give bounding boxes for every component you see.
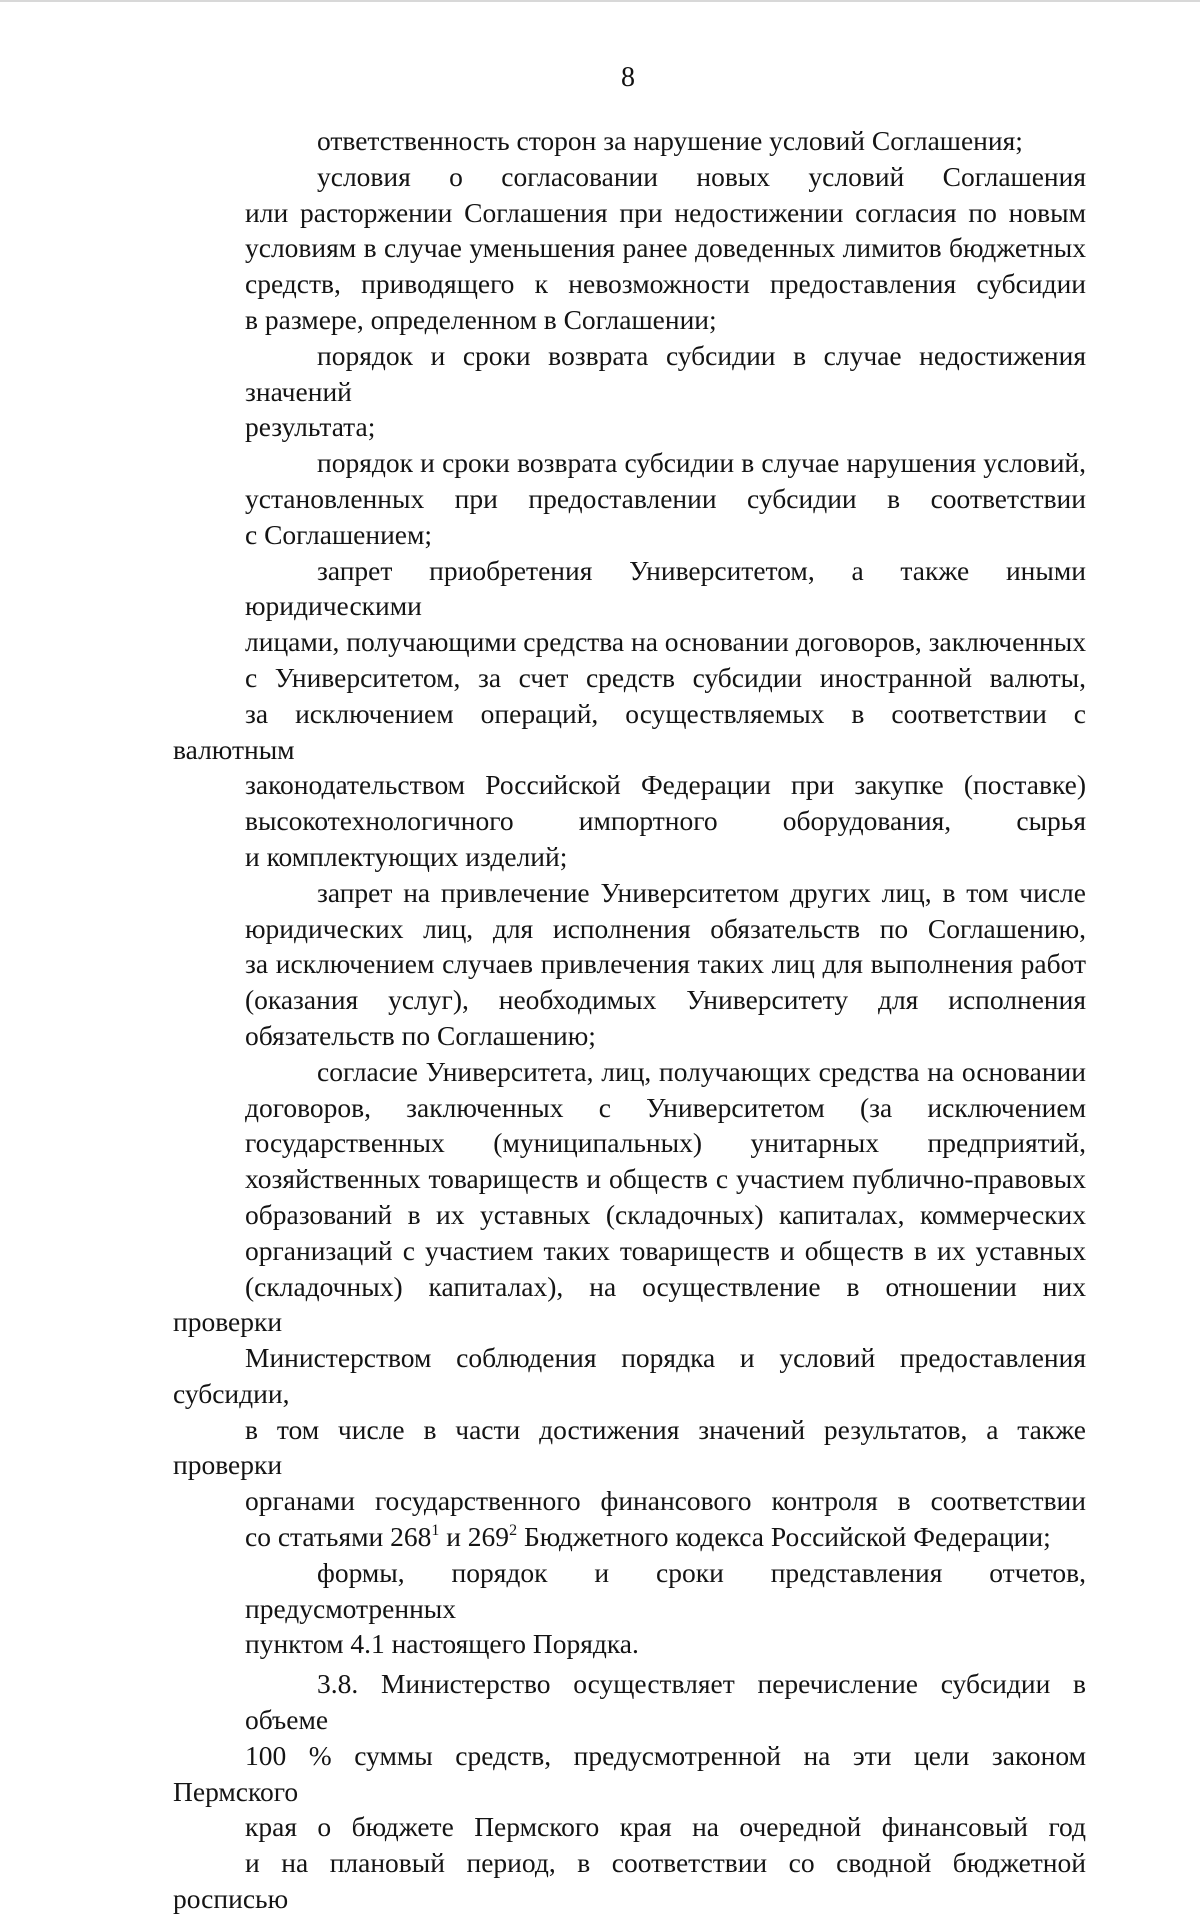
text-line: в том числе в части достижения значений результатов, а также проверки bbox=[173, 1413, 1086, 1481]
text-line: запрет приобретения Университетом, а также иными юридическими bbox=[245, 554, 1086, 622]
text-line: условиям в случае уменьшения ранее доведенных лимитов бюджетных bbox=[245, 232, 1086, 264]
scan-top-edge bbox=[0, 0, 1200, 2]
text-line: за исключением операций, осуществляемых в соответствии с валютным bbox=[173, 697, 1086, 765]
text-line: условия о согласовании новых условий Соглашения bbox=[317, 160, 1086, 192]
text-line: и комплектующих изделий; bbox=[245, 840, 568, 872]
paragraph-third-party-ban bbox=[173, 875, 1086, 1054]
paragraph-liability bbox=[173, 123, 1086, 159]
text-line: лицами, получающими средства на основании договоров, заключенных bbox=[245, 626, 1086, 658]
paragraph-clause-3-8 bbox=[173, 1666, 1086, 1917]
text-line: договоров, заключенных с Университетом (за исключением bbox=[245, 1091, 1086, 1123]
text-line: обязательств по Соглашению; bbox=[245, 1019, 596, 1051]
text-line: Министерством соблюдения порядка и условий предоставления субсидии, bbox=[173, 1342, 1086, 1409]
page-number: 8 bbox=[621, 62, 635, 93]
text-line: (оказания услуг), необходимых Университету для исполнения bbox=[245, 984, 1086, 1016]
text-line: (складочных) капиталах), на осуществление в отношении них проверки bbox=[173, 1270, 1086, 1338]
text-line: порядок и сроки возврата субсидии в случае нарушения условий, bbox=[317, 447, 1086, 479]
text-line: государственных (муниципальных) унитарных предприятий, bbox=[245, 1127, 1086, 1159]
article-ref-text: и 269 bbox=[439, 1521, 510, 1553]
text-line: установленных при предоставлении субсидии в соответствии bbox=[245, 482, 1086, 514]
text-line: средств, приводящего к невозможности предоставления субсидии bbox=[245, 268, 1086, 300]
article-ref-text: со статьями 268 bbox=[245, 1521, 432, 1553]
paragraph-inspection-consent bbox=[173, 1054, 1086, 1555]
paragraph-return-result bbox=[173, 338, 1086, 445]
paragraph-currency-ban bbox=[173, 553, 1086, 875]
text-line: 100 % суммы средств, предусмотренной на эти цели законом Пермского bbox=[173, 1739, 1086, 1807]
paragraph-return-violation bbox=[173, 445, 1086, 552]
text-line: юридических лиц, для исполнения обязательств по Соглашению, bbox=[245, 912, 1086, 944]
text-line: запрет на привлечение Университетом других лиц, в том числе bbox=[317, 876, 1086, 908]
paragraph-new-conditions bbox=[173, 159, 1086, 338]
text-line: образований в их уставных (складочных) капиталах, коммерческих bbox=[245, 1198, 1086, 1230]
text-line: с Соглашением; bbox=[245, 518, 433, 550]
text-line: с Университетом, за счет средств субсидии иностранной валюты, bbox=[245, 661, 1086, 693]
text-line: законодательством Российской Федерации при закупке (поставке) bbox=[245, 769, 1086, 801]
text-line: и на плановый период, в соответствии со сводной бюджетной росписью bbox=[173, 1847, 1086, 1915]
text-line: хозяйственных товариществ и обществ с участием публично-правовых bbox=[245, 1163, 1086, 1195]
code-reference-text: Бюджетного кодекса Российской Федерации; bbox=[517, 1521, 1051, 1553]
text-line-with-article-refs bbox=[173, 1519, 1086, 1555]
text-line: за исключением случаев привлечения таких лиц для выполнения работ bbox=[245, 948, 1086, 980]
text-line: высокотехнологичного импортного оборудования, сырья bbox=[245, 805, 1086, 837]
article-superscript: 1 bbox=[431, 1522, 440, 1540]
text-line: организаций с участием таких товариществ и обществ в их уставных bbox=[245, 1234, 1086, 1266]
text-line: согласие Университета, лиц, получающих средства на основании bbox=[317, 1055, 1086, 1087]
text-line: результата; bbox=[245, 411, 376, 443]
text-line: 3.8. Министерство осуществляет перечисление субсидии в объеме bbox=[245, 1668, 1086, 1736]
article-superscript: 2 bbox=[509, 1522, 518, 1540]
text-line: порядок и сроки возврата субсидии в случае недостижения значений bbox=[245, 339, 1086, 407]
text-line: или расторжении Соглашения при недостижении согласия по новым bbox=[245, 196, 1086, 228]
text-line: органами государственного финансового контроля в соответствии bbox=[245, 1485, 1086, 1517]
document-body bbox=[173, 123, 1086, 1917]
text-line: ответственность сторон за нарушение условий Соглашения; bbox=[317, 125, 1023, 156]
text-line: формы, порядок и сроки представления отчетов, предусмотренных bbox=[245, 1556, 1086, 1624]
paragraph-report-forms bbox=[173, 1555, 1086, 1662]
text-line: края о бюджете Пермского края на очередной финансовый год bbox=[245, 1811, 1086, 1843]
text-line: пунктом 4.1 настоящего Порядка. bbox=[245, 1628, 639, 1660]
text-line: в размере, определенном в Соглашении; bbox=[245, 303, 717, 335]
